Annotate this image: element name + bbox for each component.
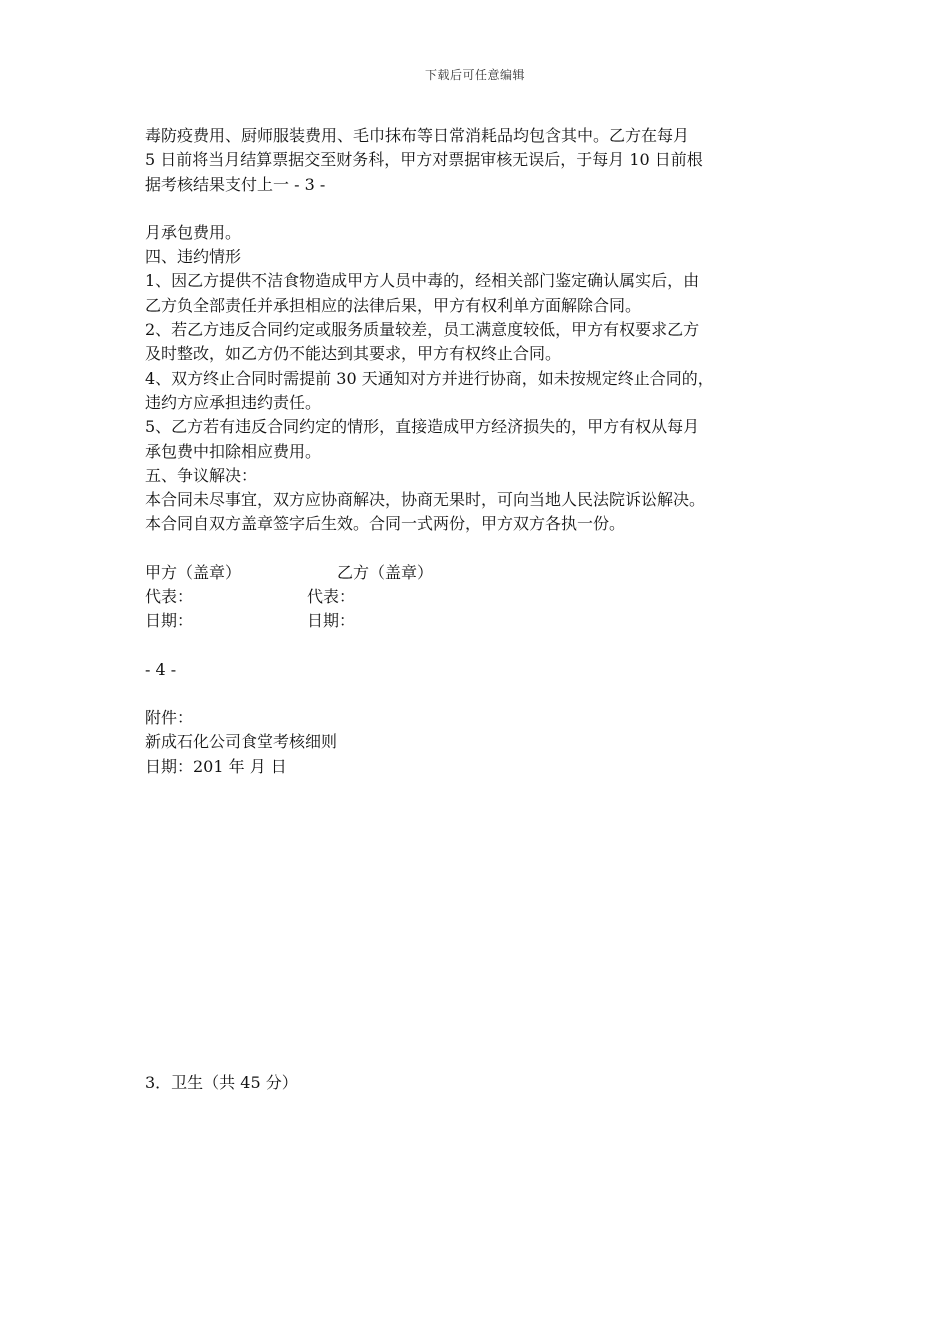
signature-seal-row xyxy=(145,561,825,585)
breach-line: 1、因乙方提供不洁食物造成甲方人员中毒的，经相关部门鉴定确认属实后，由 xyxy=(145,271,700,291)
dispute-line: 本合同自双方盖章签字后生效。合同一式两份，甲方双方各执一份。 xyxy=(145,514,626,534)
attachment-date: 日期：201 年 月 日 xyxy=(145,756,287,776)
breach-line: 乙方负全部责任并承担相应的法律后果，甲方有权利单方面解除合同。 xyxy=(145,295,642,315)
breach-heading: 四、违约情形 xyxy=(145,247,242,267)
breach-line: 及时整改，如乙方仍不能达到其要求，甲方有权终止合同。 xyxy=(145,344,562,364)
dispute-line: 本合同未尽事宜，双方应协商解决，协商无果时，可向当地人民法院诉讼解决。 xyxy=(145,490,706,510)
party-b-date: 日期： xyxy=(307,611,356,631)
breach-line: 2、若乙方违反合同约定或服务质量较差，员工满意度较低，甲方有权要求乙方 xyxy=(145,320,700,340)
party-b-seal: 乙方（盖章） xyxy=(337,562,434,582)
party-a-seal: 甲方（盖章） xyxy=(145,562,242,582)
attachment-label: 附件： xyxy=(145,707,194,727)
breach-line: 5、乙方若有违反合同约定的情形，直接造成甲方经济损失的，甲方有权从每月 xyxy=(145,417,700,437)
signature-date-row xyxy=(145,609,825,633)
blank-line xyxy=(145,537,825,561)
breach-line: 承包费中扣除相应费用。 xyxy=(145,441,322,461)
blank-line xyxy=(145,197,825,221)
dispute-heading: 五、争议解决： xyxy=(145,465,258,485)
blank-line xyxy=(145,682,825,706)
payment-line: 毒防疫费用、厨师服装费用、毛巾抹布等日常消耗品均包含其中。乙方在每月 xyxy=(145,126,690,145)
breach-line: 4、双方终止合同时需提前 30 天通知对方并进行协商，如未按规定终止合同的， xyxy=(145,368,714,388)
breach-line: 违约方应承担违约责任。 xyxy=(145,392,322,412)
page-header: 下载后可任意编辑 xyxy=(424,68,525,82)
party-a-date: 日期： xyxy=(145,611,194,631)
payment-line: 5 日前将当月结算票据交至财务科，甲方对票据审核无误后，于每月 10 日前根 xyxy=(145,150,703,170)
party-a-rep: 代表： xyxy=(145,587,194,607)
section-3-heading: 3．卫生（共 45 分） xyxy=(145,1073,298,1092)
payment-line: 据考核结果支付上一 - 3 - xyxy=(145,174,326,194)
page-number: - 4 - xyxy=(145,659,177,679)
blank-line xyxy=(145,634,825,658)
attachment-title: 新成石化公司食堂考核细则 xyxy=(145,732,338,752)
document-body xyxy=(145,124,825,779)
payment-tail: 月承包费用。 xyxy=(145,222,242,242)
signature-rep-row xyxy=(145,585,825,609)
party-b-rep: 代表： xyxy=(307,587,356,607)
